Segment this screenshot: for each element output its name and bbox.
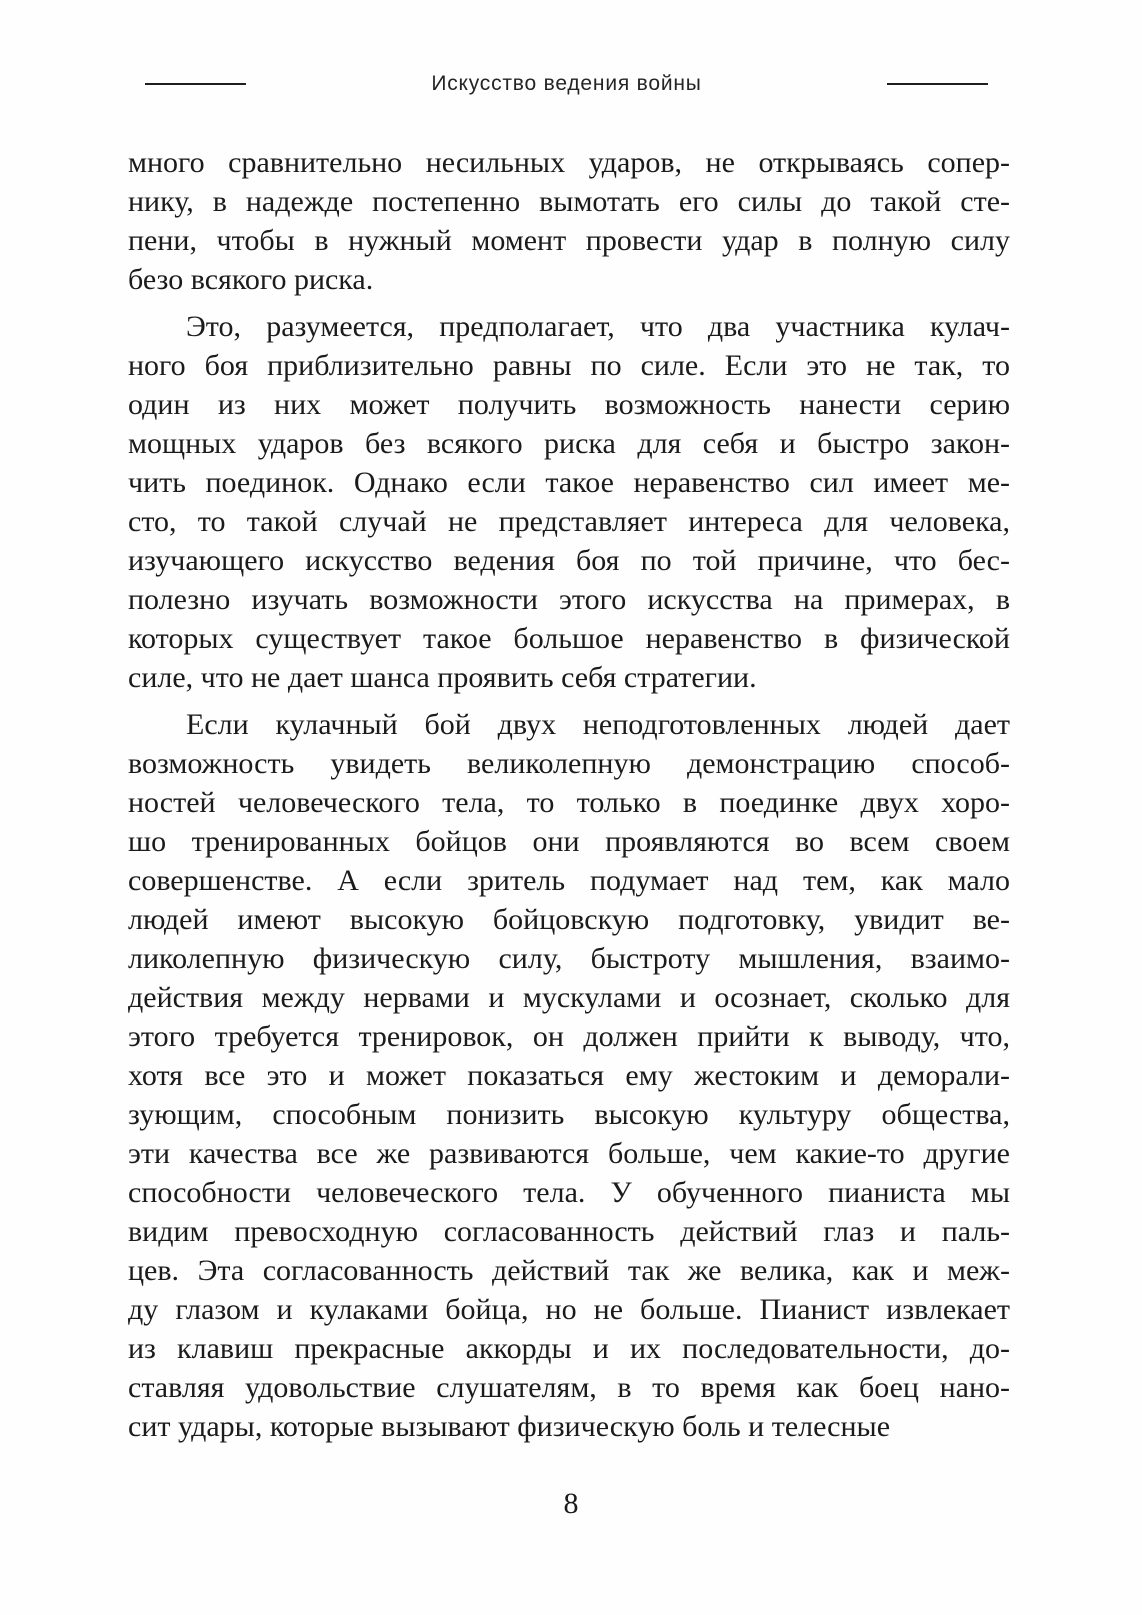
text-line: эти качества все же развиваются больше, чем какие-то другие	[128, 1137, 1010, 1170]
text-line: из клавиш прекрасные аккорды и их последовательности, до-	[128, 1332, 1010, 1365]
text-line: зующим, способным понизить высокую культуру общества,	[128, 1098, 1010, 1131]
text-line: силе, что не дает шанса проявить себя стратегии.	[128, 661, 757, 694]
text-line: сит удары, которые вызывают физическую боль и телесные	[128, 1410, 891, 1443]
text-line: много сравнительно несильных ударов, не открываясь сопер-	[128, 146, 1010, 179]
text-line: Если кулачный бой двух неподготовленных людей дает	[186, 708, 1010, 741]
text-line: ставляя удовольствие слушателям, в то время как боец нано-	[128, 1371, 1010, 1404]
text-line: один из них может получить возможность нанести серию	[128, 388, 1010, 421]
page-number: 8	[563, 1487, 579, 1520]
header-right-rule	[887, 83, 988, 85]
page-footer	[0, 1487, 1142, 1521]
paragraph	[128, 307, 1010, 697]
text-line: способности человеческого тела. У обученного пианиста мы	[128, 1176, 1010, 1209]
header-left-rule	[145, 83, 246, 85]
text-line: совершенстве. А если зритель подумает над тем, как мало	[128, 864, 1010, 897]
text-line: возможность увидеть великолепную демонстрацию способ-	[128, 747, 1010, 780]
paragraph	[128, 143, 1010, 299]
text-line: полезно изучать возможности этого искусства на примерах, в	[128, 583, 1010, 616]
text-line: ду глазом и кулаками бойца, но не больше. Пианист извлекает	[128, 1293, 1010, 1326]
text-line: действия между нервами и мускулами и осознает, сколько для	[128, 981, 1010, 1014]
text-line: мощных ударов без всякого риска для себя и быстро закон-	[128, 427, 1010, 460]
text-line: изучающего искусство ведения боя по той причине, что бес-	[128, 544, 1010, 577]
text-line: шо тренированных бойцов они проявляются во всем своем	[128, 825, 1010, 858]
running-title: Искусство ведения войны	[431, 72, 702, 95]
paragraph	[128, 705, 1010, 1446]
text-line: хотя все это и может показаться ему жестоким и деморали-	[128, 1059, 1010, 1092]
text-line: ностей человеческого тела, то только в поединке двух хоро-	[128, 786, 1010, 819]
text-line: безо всякого риска.	[128, 263, 374, 296]
text-line: видим превосходную согласованность действий глаз и паль-	[128, 1215, 1010, 1248]
text-line: пени, чтобы в нужный момент провести удар в полную силу	[128, 224, 1010, 257]
page-header	[145, 66, 988, 102]
text-line: которых существует такое большое неравенство в физической	[128, 622, 1010, 655]
text-line: людей имеют высокую бойцовскую подготовку, увидит ве-	[128, 903, 1010, 936]
text-line: нику, в надежде постепенно вымотать его силы до такой сте-	[128, 185, 1010, 218]
text-line: чить поединок. Однако если такое неравенство сил имеет ме-	[128, 466, 1010, 499]
text-line: Это, разумеется, предполагает, что два участника кулач-	[186, 310, 1010, 343]
text-line: ликолепную физическую силу, быстроту мышления, взаимо-	[128, 942, 1010, 975]
text-line: этого требуется тренировок, он должен прийти к выводу, что,	[128, 1020, 1010, 1053]
text-line: сто, то такой случай не представляет интереса для человека,	[128, 505, 1010, 538]
text-line: цев. Эта согласованность действий так же велика, как и меж-	[128, 1254, 1010, 1287]
text-line: ного боя приблизительно равны по силе. Если это не так, то	[128, 349, 1010, 382]
page-body	[128, 143, 1010, 1446]
